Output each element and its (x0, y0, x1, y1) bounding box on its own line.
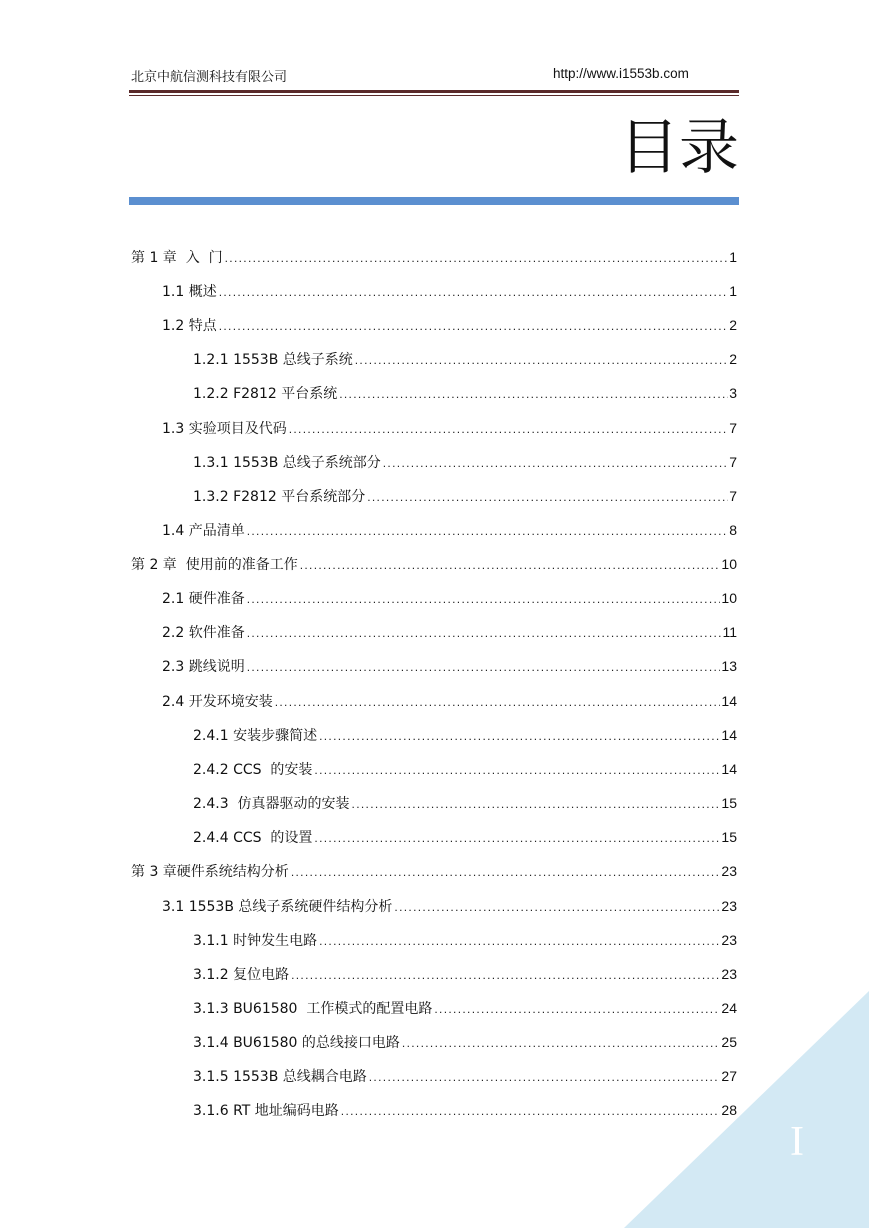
header-rule-thick (129, 90, 739, 93)
toc-entry-label: 1.3.1 1553B 总线子系统部分 (193, 455, 381, 471)
toc-entry-label: 3.1.2 复位电路 (193, 967, 290, 983)
toc-entry[interactable] (162, 417, 737, 439)
toc-leader (247, 622, 722, 644)
toc-entry-page: 2 (729, 351, 737, 367)
toc-leader (291, 861, 721, 883)
toc-entry[interactable] (193, 348, 737, 370)
toc-entry-page: 7 (729, 420, 737, 436)
toc-entry-page: 14 (721, 761, 737, 777)
toc-entry-label: 第 3 章硬件系统结构分析 (131, 864, 289, 880)
header-rule-thin (129, 95, 739, 96)
toc-leader (219, 281, 728, 303)
toc-leader (314, 827, 720, 849)
toc-entry-page: 1 (729, 283, 737, 299)
toc-entry[interactable] (193, 792, 737, 814)
header-company: 北京中航信测科技有限公司 (131, 70, 288, 85)
toc-leader (247, 520, 728, 542)
toc-entry[interactable] (193, 826, 737, 848)
toc-entry-label: 2.1 硬件准备 (162, 591, 245, 607)
toc-entry-label: 2.4.3 仿真器驱动的安装 (193, 796, 350, 812)
toc-entry-page: 23 (721, 966, 737, 982)
toc-leader (319, 930, 720, 952)
toc-leader (383, 452, 728, 474)
toc-entry[interactable] (193, 758, 737, 780)
toc-entry-page: 28 (721, 1102, 737, 1118)
toc-entry[interactable] (162, 621, 737, 643)
title-underline-bar (129, 197, 739, 205)
toc-entry-page: 11 (722, 624, 737, 640)
toc-entry-page: 23 (721, 863, 737, 879)
toc-entry[interactable] (162, 655, 737, 677)
toc-entry[interactable] (162, 587, 737, 609)
page-number: I (790, 1119, 804, 1165)
toc-entry[interactable] (193, 451, 737, 473)
toc-entry[interactable] (162, 314, 737, 336)
toc-leader (289, 418, 728, 440)
toc-entry-page: 14 (721, 693, 737, 709)
toc-leader (219, 315, 728, 337)
toc-entry-label: 2.2 软件准备 (162, 625, 245, 641)
toc-entry[interactable] (193, 929, 737, 951)
toc-leader (247, 588, 721, 610)
toc-leader (275, 691, 721, 713)
toc-entry-page: 2 (729, 317, 737, 333)
toc-leader (319, 725, 720, 747)
toc-entry-page: 15 (721, 829, 737, 845)
toc-entry-page: 14 (721, 727, 737, 743)
toc-entry-label: 1.1 概述 (162, 284, 217, 300)
toc-entry[interactable] (193, 724, 737, 746)
toc-entry[interactable] (193, 382, 737, 404)
toc-entry[interactable] (162, 895, 737, 917)
toc-entry-page: 7 (729, 454, 737, 470)
toc-leader (352, 793, 721, 815)
toc-entry-page: 13 (721, 658, 737, 674)
toc-entry-page: 1 (729, 249, 737, 265)
toc-entry-page: 27 (721, 1068, 737, 1084)
toc-entry-page: 10 (721, 590, 737, 606)
toc-entry-page: 10 (721, 556, 737, 572)
toc-entry-label: 2.4.2 CCS 的安装 (193, 762, 313, 778)
toc-entry-label: 1.2.2 F2812 平台系统 (193, 386, 338, 402)
toc-entry-page: 23 (721, 932, 737, 948)
toc-entry-label: 2.3 跳线说明 (162, 659, 245, 675)
toc-entry-label: 3.1.5 1553B 总线耦合电路 (193, 1069, 367, 1085)
toc-entry-page: 7 (729, 488, 737, 504)
toc-entry-label: 3.1 1553B 总线子系统硬件结构分析 (162, 899, 393, 915)
toc-entry[interactable] (162, 690, 737, 712)
toc-entry-page: 3 (729, 385, 737, 401)
toc-entry-label: 第 2 章 使用前的准备工作 (131, 557, 298, 573)
toc-entry-label: 1.3 实验项目及代码 (162, 421, 287, 437)
header-url[interactable]: http://www.i1553b.com (553, 66, 689, 81)
toc-entry-label: 2.4.1 安装步骤简述 (193, 728, 318, 744)
toc-entry[interactable] (131, 553, 737, 575)
toc-entry[interactable] (162, 519, 737, 541)
page-title: 目录 (619, 113, 739, 183)
toc-leader (339, 383, 728, 405)
toc-leader (291, 964, 720, 986)
toc-leader (367, 486, 728, 508)
toc-entry[interactable] (193, 963, 737, 985)
toc-entry-label: 1.4 产品清单 (162, 523, 245, 539)
toc-leader (314, 759, 720, 781)
corner-triangle (624, 991, 869, 1228)
toc-entry[interactable] (131, 860, 737, 882)
toc-leader (225, 247, 729, 269)
toc-entry-page: 8 (729, 522, 737, 538)
toc-entry-page: 23 (721, 898, 737, 914)
toc-entry[interactable] (193, 485, 737, 507)
toc-entry-page: 15 (721, 795, 737, 811)
toc-entry-label: 第 1 章 入 门 (131, 250, 223, 266)
toc-entry-label: 3.1.4 BU61580 的总线接口电路 (193, 1035, 400, 1051)
toc-entry-label: 3.1.6 RT 地址编码电路 (193, 1103, 339, 1119)
toc-entry-label: 1.2.1 1553B 总线子系统 (193, 352, 353, 368)
toc-entry-label: 3.1.3 BU61580 工作模式的配置电路 (193, 1001, 433, 1017)
toc-leader (247, 656, 721, 678)
toc-entry-label: 3.1.1 时钟发生电路 (193, 933, 318, 949)
corner-triangle-decoration (624, 991, 869, 1228)
toc-leader (394, 896, 720, 918)
toc-entry[interactable] (162, 280, 737, 302)
toc-leader (300, 554, 721, 576)
toc-entry-label: 2.4 开发环境安装 (162, 694, 273, 710)
toc-entry-page: 25 (721, 1034, 737, 1050)
toc-entry-label: 1.2 特点 (162, 318, 217, 334)
toc-entry-label: 1.3.2 F2812 平台系统部分 (193, 489, 366, 505)
toc-entry-page: 24 (721, 1000, 737, 1016)
toc-entry[interactable] (131, 246, 737, 268)
toc-entry-label: 2.4.4 CCS 的设置 (193, 830, 313, 846)
toc-leader (355, 349, 728, 371)
